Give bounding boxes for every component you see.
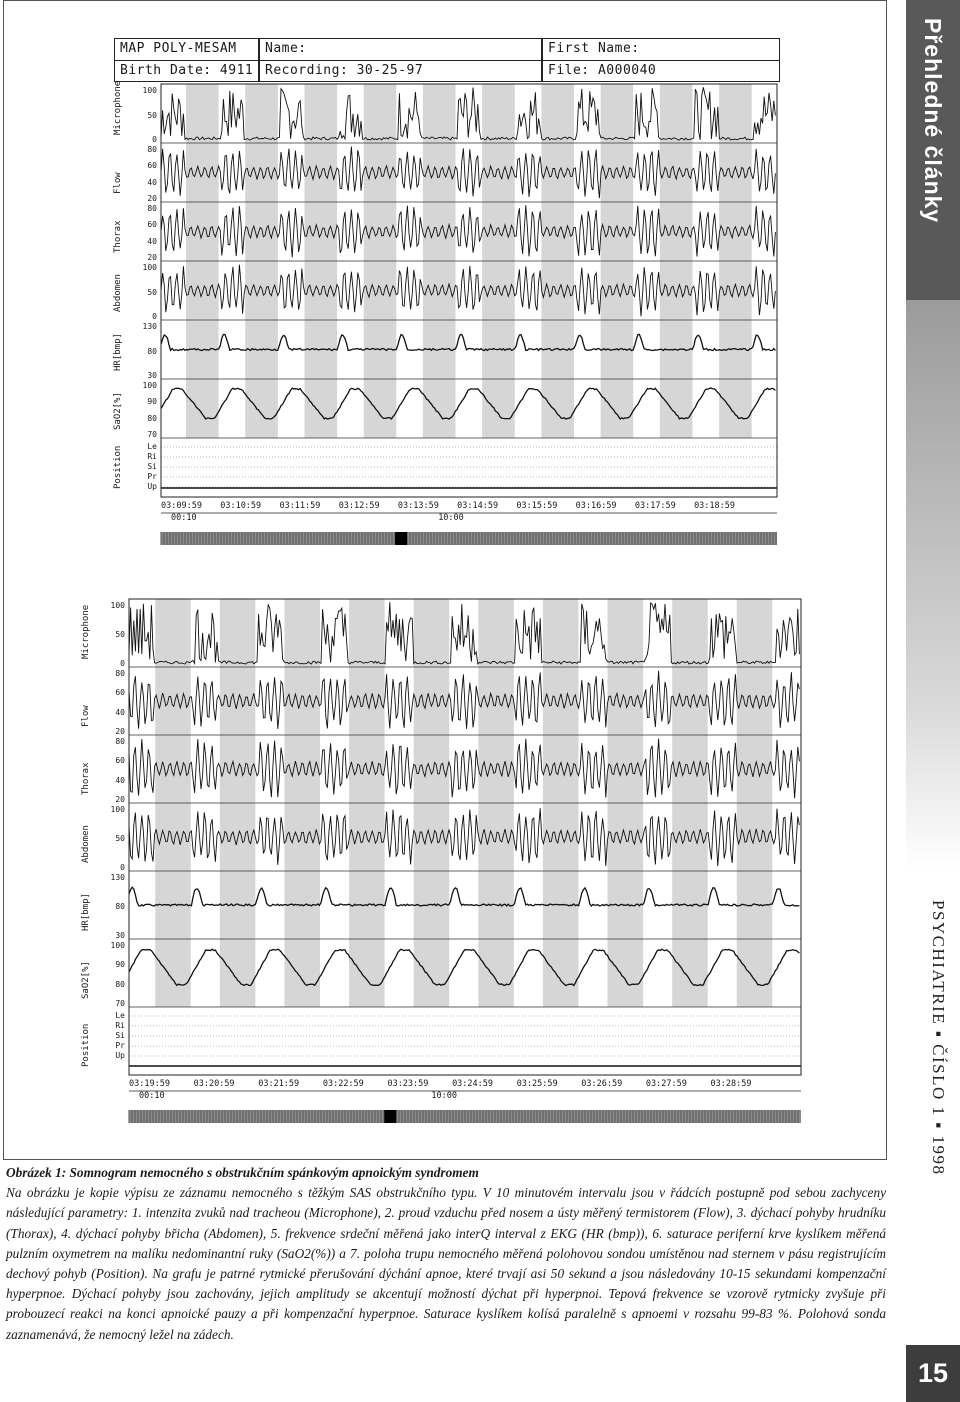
tick-label-thorax: 80: [147, 204, 157, 213]
position-level-label: Si: [147, 462, 157, 471]
time-label: 03:15:59: [516, 501, 558, 511]
time-label: 03:09:59: [161, 501, 202, 511]
header-file: File: A000040: [542, 60, 780, 82]
interval-mid-label: 10:00: [431, 1091, 457, 1101]
time-label: 03:17:59: [634, 501, 676, 511]
channel-label-abdomen: Abdomen: [81, 825, 91, 863]
header-birth-date: Birth Date: 4911: [114, 60, 259, 82]
tick-label-thorax: 80: [115, 737, 125, 746]
tick-label-thorax: 60: [115, 756, 125, 766]
tick-label-sao2: 70: [147, 430, 157, 439]
time-label: 03:25:59: [516, 1079, 558, 1089]
tick-label-hr: 80: [115, 902, 125, 911]
position-level-label: Le: [147, 442, 157, 451]
channel-labels-layer: [4, 1, 888, 1161]
tick-label-thorax: 40: [147, 236, 157, 246]
tick-label-sao2: 100: [142, 381, 157, 390]
tick-label-hr: 80: [147, 346, 157, 356]
channel-label-thorax: Thorax: [113, 220, 123, 253]
position-level-label: Le: [115, 1011, 125, 1020]
tick-label-microphone: 50: [147, 110, 157, 120]
channel-label-sao2: SaO2[%]: [81, 961, 91, 999]
position-level-label: Pr: [147, 472, 157, 481]
figure-frame: [3, 0, 887, 1160]
tick-label-abdomen: 50: [147, 287, 157, 297]
page-number: 15: [906, 1345, 960, 1402]
time-label: 03:19:59: [129, 1079, 170, 1089]
journal-info: [908, 900, 958, 1200]
channel-label-microphone: Microphone: [81, 604, 91, 659]
channel-label-hr: HR[bmp]: [113, 333, 123, 371]
tick-label-abdomen: 0: [120, 863, 125, 872]
tick-label-flow: 60: [115, 688, 125, 698]
channel-label-sao2: SaO2[%]: [113, 392, 123, 430]
tick-label-thorax: 20: [115, 795, 125, 804]
section-title-text: Přehledné články: [920, 18, 946, 224]
position-level-label: Ri: [115, 1021, 125, 1030]
tick-label-sao2: 80: [115, 979, 125, 989]
tick-label-abdomen: 100: [110, 805, 125, 814]
tick-label-thorax: 40: [115, 775, 125, 785]
interval-start-label: 00:10: [139, 1091, 165, 1101]
tick-label-sao2: 70: [115, 999, 125, 1008]
time-label: 03:24:59: [452, 1079, 494, 1089]
time-label: 03:26:59: [581, 1079, 623, 1089]
tick-label-sao2: 100: [110, 941, 125, 950]
time-label: 03:22:59: [322, 1079, 364, 1089]
figure-caption: [6, 1163, 886, 1345]
channel-label-position: Position: [113, 445, 123, 489]
tick-label-microphone: 0: [120, 659, 125, 668]
time-label: 03:14:59: [457, 501, 499, 511]
sidebar-gradient-band: [906, 300, 960, 870]
tick-label-abdomen: 0: [152, 312, 157, 321]
tick-label-flow: 80: [115, 669, 125, 678]
time-label: 03:20:59: [193, 1079, 235, 1089]
section-title: [906, 0, 960, 300]
channel-label-hr: HR[bmp]: [81, 893, 91, 931]
channel-label-flow: Flow: [81, 705, 91, 727]
interval-start-label: 00:10: [171, 513, 197, 523]
tick-label-microphone: 100: [110, 601, 125, 610]
channel-label-abdomen: Abdomen: [113, 274, 123, 312]
position-level-label: Si: [115, 1031, 125, 1040]
tick-label-microphone: 50: [115, 630, 125, 639]
time-label: 03:11:59: [279, 501, 321, 511]
tick-label-flow: 20: [147, 194, 157, 203]
tick-label-hr: 30: [115, 931, 125, 940]
channel-label-flow: Flow: [113, 172, 123, 194]
position-level-label: Ri: [147, 452, 157, 461]
tick-label-hr: 130: [110, 873, 125, 882]
header-name: Name:: [259, 38, 542, 60]
tick-label-thorax: 60: [147, 220, 157, 230]
tick-label-flow: 80: [147, 145, 157, 154]
time-label: 03:13:59: [397, 501, 439, 511]
header-first-name: First Name:: [542, 38, 780, 60]
tick-label-microphone: 0: [152, 135, 157, 144]
time-label: 03:28:59: [710, 1079, 752, 1089]
time-label: 03:27:59: [645, 1079, 687, 1089]
interval-mid-label: 10:00: [438, 513, 464, 523]
tick-label-flow: 60: [147, 161, 157, 171]
journal-info-text: PSYCHIATRIE ▪ ČÍSLO 1 ▪ 1998: [929, 900, 948, 1176]
caption-body: Na obrázku je kopie výpisu ze záznamu nemocného s těžkým SAS obstrukčního typu. V 10 minutovém intervalu jsou v řádcích postupně pod sebou zachyceny následující parametry: 1. intenzita zvuků nad tracheou (Microphone), 2. proud vzduchu před nosem a ústy měřený termistorem (Flow), 3. dýchací pohyby hrudníku (Thorax), 4. dýchací pohyby břicha (Abdomen), 5. frekvence srdeční měřená jako interQ interval z EKG (HR (bmp)), 6. saturace periferní krve kyslíkem měřená pulzním oxymetrem na malíku nedominantní ruky (SaO2(%)) a 7. poloha trupu nemocného měřená polohovou sondou umístěnou nad sternem v pásu registrujícím dechový pohyb (Position). Na grafu je patrné rytmické přerušování dýchání apnoe, které trvají asi 50 sekund a jsou následovány 10-15 sekundami kompenzační hyperpnoe. Dýchací pohyby jsou zachovány, jejich amplitudy se akcentují možností dýchat při hyperpnoi. Tepová frekvence se vzorově rytmicky zvyšuje při probouzecí reakci na konci apnoické pauzy a při kompenzační hyperpnoe. Saturace kyslíkem kolísá paralelně s apnoemi v rozsahu 99-83 %. Polohová sonda zaznamenává, že nemocný ležel na zádech.: [6, 1185, 886, 1342]
tick-label-sao2: 90: [147, 397, 157, 407]
tick-label-thorax: 20: [147, 253, 157, 262]
time-label: 03:12:59: [338, 501, 380, 511]
time-label: 03:21:59: [258, 1079, 300, 1089]
time-label: 03:16:59: [575, 501, 617, 511]
tick-label-flow: 40: [147, 177, 157, 187]
channel-label-thorax: Thorax: [81, 762, 91, 795]
caption-title: Obrázek 1: Somnogram nemocného s obstrukčním spánkovým apnoickým syndromem: [6, 1165, 479, 1180]
channel-label-position: Position: [81, 1023, 91, 1067]
position-level-label: Up: [115, 1051, 125, 1060]
position-level-label: Up: [147, 482, 157, 491]
channel-label-microphone: Microphone: [113, 80, 123, 135]
tick-label-hr: 130: [142, 322, 157, 331]
header-system: MAP POLY-MESAM: [114, 38, 259, 60]
tick-label-hr: 30: [147, 371, 157, 380]
tick-label-flow: 20: [115, 727, 125, 736]
time-label: 03:18:59: [694, 501, 736, 511]
tick-label-abdomen: 100: [142, 263, 157, 272]
header-recording: Recording: 30-25-97: [259, 60, 542, 82]
position-level-label: Pr: [115, 1041, 125, 1050]
tick-label-microphone: 100: [142, 86, 157, 95]
tick-label-abdomen: 50: [115, 834, 125, 843]
tick-label-sao2: 80: [147, 413, 157, 423]
time-label: 03:23:59: [387, 1079, 429, 1089]
tick-label-flow: 40: [115, 707, 125, 717]
tick-label-sao2: 90: [115, 960, 125, 970]
time-label: 03:10:59: [220, 501, 262, 511]
